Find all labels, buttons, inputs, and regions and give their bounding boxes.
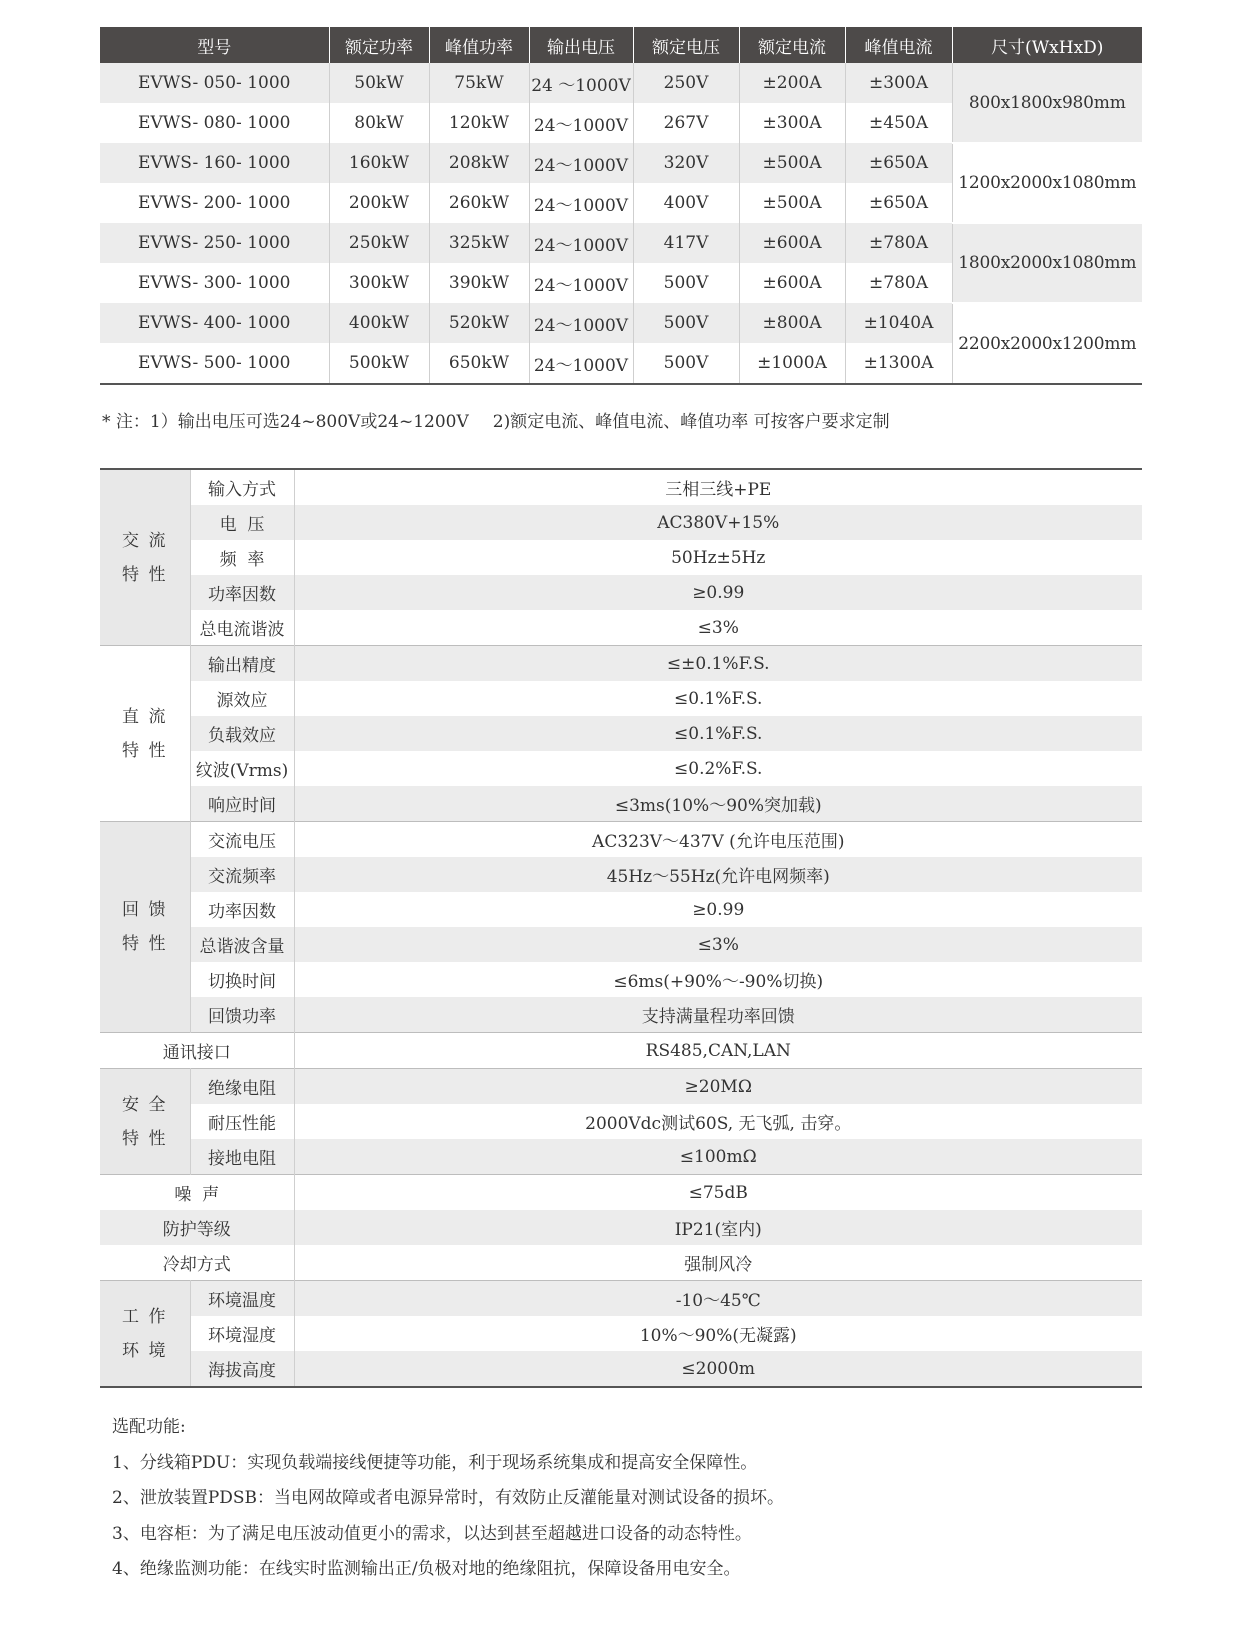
cell-rated-power: 200kW	[329, 183, 429, 223]
cell-peak-power: 75kW	[429, 63, 529, 103]
spec-value: ≤0.1%F.S.	[294, 716, 1142, 751]
cell-rated-voltage: 500V	[633, 303, 739, 343]
cell-size: 1800x2000x1080mm	[952, 223, 1142, 303]
spec-row	[100, 505, 1142, 540]
table-row	[100, 143, 1142, 183]
cell-model: EVWS- 500- 1000	[100, 343, 329, 384]
spec-label: 绝缘电阻	[190, 1069, 294, 1105]
cell-rated-power: 400kW	[329, 303, 429, 343]
spec-row	[100, 1245, 1142, 1281]
cell-rated-current: ±800A	[739, 303, 845, 343]
spec-row	[100, 997, 1142, 1033]
model-table-header	[100, 27, 1142, 63]
cell-rated-current: ±300A	[739, 103, 845, 143]
spec-row	[100, 716, 1142, 751]
cell-size: 2200x2000x1200mm	[952, 303, 1142, 384]
group-label-line: 环 境	[122, 1340, 168, 1361]
spec-label: 环境温度	[190, 1281, 294, 1317]
spec-value: RS485,CAN,LAN	[294, 1033, 1142, 1069]
note-part-1: * 注：1）输出电压可选24~800V或24~1200V	[102, 412, 469, 432]
spec-label: 回馈功率	[190, 997, 294, 1033]
spec-value: 三相三线+PE	[665, 480, 772, 500]
cell-peak-current: ±780A	[845, 263, 952, 303]
cell-model: EVWS- 300- 1000	[138, 273, 291, 293]
group-label-line: 特 性	[122, 934, 168, 954]
cell-rated-voltage: 250V	[633, 63, 739, 103]
spec-value: AC323V～437V (允许电压范围)	[294, 822, 1142, 858]
table-row	[100, 223, 1142, 263]
spec-value: ≤3%	[697, 617, 739, 638]
spec-row	[100, 1033, 1142, 1069]
spec-row	[100, 1210, 1142, 1245]
group-dc-characteristics	[100, 646, 190, 822]
spec-label: 交流电压	[190, 822, 294, 858]
spec-row	[100, 610, 1142, 646]
cell-rated-power: 250kW	[329, 223, 429, 263]
spec-row	[100, 857, 1142, 892]
spec-label: 输入方式	[190, 469, 294, 505]
cell-peak-current: ±650A	[845, 183, 952, 223]
spec-label: 总谐波含量	[190, 927, 294, 962]
header-size: 尺寸(WxHxD)	[952, 27, 1142, 63]
cell-peak-current: ±1300A	[845, 343, 952, 384]
cell-rated-current: ±500A	[739, 183, 845, 223]
cell-peak-power: 208kW	[429, 143, 529, 183]
cell-rated-power: 50kW	[329, 63, 429, 103]
group-ac-characteristics	[100, 469, 190, 646]
cell-output-voltage: 24～1000V	[529, 183, 633, 223]
group-label-line: 交 流	[122, 530, 168, 551]
spec-row	[100, 927, 1142, 962]
spec-row	[100, 1316, 1142, 1351]
page-content	[100, 27, 1142, 1588]
spec-label: 接地电阻	[190, 1139, 294, 1175]
group-safety-characteristics	[100, 1069, 190, 1175]
spec-value: ≤3%	[294, 927, 1142, 962]
spec-value: 45Hz～55Hz(允许电网频率)	[294, 857, 1142, 892]
cell-output-voltage: 24～1000V	[529, 343, 633, 384]
spec-row	[100, 1281, 1142, 1317]
model-table	[100, 27, 1142, 385]
spec-label: 耐压性能	[190, 1104, 294, 1139]
spec-row	[100, 892, 1142, 927]
spec-row	[100, 681, 1142, 716]
group-working-environment	[100, 1281, 190, 1388]
group-label-line: 工 作	[122, 1306, 168, 1327]
spec-value: 2000Vdc测试60S, 无飞弧, 击穿。	[585, 1114, 852, 1134]
group-label-line: 特 性	[122, 1128, 168, 1149]
cell-rated-current: ±1000A	[739, 343, 845, 384]
cell-output-voltage: 24～1000V	[529, 223, 633, 263]
spec-value: ≤0.2%F.S.	[674, 758, 763, 779]
spec-row	[100, 1351, 1142, 1387]
spec-value: ≤75dB	[294, 1175, 1142, 1211]
spec-value: 强制风冷	[684, 1255, 753, 1275]
header-peak-current: 峰值电流	[845, 27, 952, 63]
cell-rated-power: 500kW	[329, 343, 429, 384]
spec-value: 50Hz±5Hz	[671, 547, 766, 568]
spec-value: ≥0.99	[294, 575, 1142, 610]
spec-value: -10～45℃	[294, 1281, 1142, 1317]
spec-value: 支持满量程功率回馈	[294, 997, 1142, 1033]
cell-rated-current: ±600A	[739, 263, 845, 303]
spec-label: 总电流谐波	[190, 610, 294, 646]
spec-label: 输出精度	[190, 646, 294, 682]
cell-model: EVWS- 400- 1000	[100, 303, 329, 343]
spec-row	[100, 1139, 1142, 1175]
group-feedback-characteristics	[100, 822, 190, 1033]
header-output-voltage: 输出电压	[529, 27, 633, 63]
cell-rated-power: 80kW	[329, 103, 429, 143]
cell-rated-voltage: 417V	[633, 223, 739, 263]
spec-row	[100, 962, 1142, 997]
header-peak-power: 峰值功率	[429, 27, 529, 63]
header-rated-voltage: 额定电压	[633, 27, 739, 63]
spec-row	[100, 469, 1142, 505]
cell-peak-power: 390kW	[429, 263, 529, 303]
cell-peak-power: 520kW	[429, 303, 529, 343]
spec-label: 功率因数	[190, 892, 294, 927]
cell-rated-voltage: 267V	[633, 103, 739, 143]
spec-value: ≤2000m	[294, 1351, 1142, 1387]
cell-rated-voltage: 320V	[633, 143, 739, 183]
table-row	[100, 63, 1142, 103]
cell-rated-current: ±600A	[739, 223, 845, 263]
spec-value: ≤6ms(+90%～-90%切换)	[613, 972, 824, 992]
cell-peak-power: 650kW	[429, 343, 529, 384]
spec-label: 交流频率	[190, 857, 294, 892]
spec-value: IP21(室内)	[294, 1210, 1142, 1245]
table-row	[100, 303, 1142, 343]
spec-row	[100, 822, 1142, 858]
spec-value: ≤±0.1%F.S.	[294, 646, 1142, 682]
cell-peak-power: 120kW	[429, 103, 529, 143]
cell-model: EVWS- 050- 1000	[100, 63, 329, 103]
cell-rated-voltage: 500V	[633, 263, 739, 303]
spec-row	[100, 575, 1142, 610]
cell-size: 800x1800x980mm	[952, 63, 1142, 143]
group-label-line: 直 流	[122, 706, 168, 727]
spec-label: 切换时间	[190, 962, 294, 997]
cell-peak-current: ±300A	[845, 63, 952, 103]
spec-row	[100, 646, 1142, 682]
spec-value: ≥20MΩ	[294, 1069, 1142, 1105]
group-label-line: 安 全	[122, 1094, 168, 1115]
cell-output-voltage: 24～1000V	[529, 103, 633, 143]
spec-value: ≤3ms(10%～90%突加载)	[294, 786, 1142, 822]
header-rated-power: 额定功率	[329, 27, 429, 63]
optional-feature-item: 3、电容柜：为了满足电压波动值更小的需求，以达到甚至超越进口设备的动态特性。	[112, 1523, 752, 1544]
cell-rated-current: ±500A	[739, 143, 845, 183]
spec-label: 电 压	[190, 505, 294, 540]
optional-features-title: 选配功能:	[112, 1417, 186, 1437]
cell-rated-current: ±200A	[739, 63, 845, 103]
spec-row	[100, 786, 1142, 822]
spec-row	[100, 540, 1142, 575]
optional-feature-item: 4、绝缘监测功能：在线实时监测输出正/负极对地的绝缘阻抗，保障设备用电安全。	[112, 1559, 741, 1579]
spec-label: 海拔高度	[190, 1351, 294, 1387]
spec-value: AC380V+15%	[294, 505, 1142, 540]
cell-model: EVWS- 160- 1000	[100, 143, 329, 183]
spec-label: 防护等级	[100, 1210, 294, 1245]
spec-label: 噪 声	[100, 1175, 294, 1211]
spec-value: ≤0.1%F.S.	[674, 688, 763, 709]
cell-peak-current: ±450A	[845, 103, 952, 143]
optional-features	[112, 1410, 1142, 1588]
spec-row	[100, 1104, 1142, 1139]
cell-model: EVWS- 250- 1000	[100, 223, 329, 263]
group-label-line: 特 性	[122, 740, 168, 761]
spec-row	[100, 1069, 1142, 1105]
cell-peak-power: 260kW	[429, 183, 529, 223]
spec-row	[100, 1175, 1142, 1211]
cell-size: 1200x2000x1080mm	[952, 143, 1142, 223]
spec-label: 响应时间	[190, 786, 294, 822]
cell-output-voltage: 24～1000V	[529, 263, 633, 303]
spec-label: 功率因数	[190, 575, 294, 610]
cell-peak-power: 325kW	[429, 223, 529, 263]
cell-rated-voltage: 400V	[633, 183, 739, 223]
spec-label: 纹波(Vrms)	[190, 751, 294, 786]
cell-rated-power: 300kW	[329, 263, 429, 303]
optional-feature-item: 1、分线箱PDU：实现负载端接线便捷等功能，利于现场系统集成和提高安全保障性。	[112, 1452, 758, 1473]
group-label-line: 特 性	[122, 564, 168, 585]
cell-output-voltage: 24～1000V	[529, 143, 633, 183]
spec-label: 冷却方式	[100, 1245, 294, 1281]
note-part-2: 2)额定电流、峰值电流、峰值功率 可按客户要求定制	[492, 412, 890, 432]
cell-output-voltage: 24～1000V	[529, 303, 633, 343]
cell-peak-current: ±1040A	[845, 303, 952, 343]
cell-model: EVWS- 200- 1000	[138, 193, 291, 213]
cell-rated-voltage: 500V	[633, 343, 739, 384]
spec-value: ≤100mΩ	[294, 1139, 1142, 1175]
spec-label: 环境湿度	[190, 1316, 294, 1351]
header-model: 型号	[100, 27, 329, 63]
cell-model: EVWS- 080- 1000	[138, 113, 291, 133]
cell-output-voltage: 24 ～1000V	[529, 63, 633, 103]
spec-value: ≥0.99	[692, 899, 745, 920]
spec-table	[100, 468, 1142, 1388]
spec-row	[100, 751, 1142, 786]
spec-label: 通讯接口	[100, 1033, 294, 1069]
cell-peak-current: ±650A	[845, 143, 952, 183]
spec-label: 负载效应	[190, 716, 294, 751]
cell-rated-power: 160kW	[329, 143, 429, 183]
spec-value: 10%～90%(无凝露)	[639, 1326, 797, 1346]
optional-feature-item: 2、泄放装置PDSB：当电网故障或者电源异常时，有效防止反灌能量对测试设备的损坏。	[112, 1488, 785, 1508]
cell-peak-current: ±780A	[845, 223, 952, 263]
header-rated-current: 额定电流	[739, 27, 845, 63]
group-label-line: 回 馈	[122, 900, 168, 920]
table-note	[102, 407, 1142, 432]
spec-label: 源效应	[190, 681, 294, 716]
spec-label: 频 率	[190, 540, 294, 575]
